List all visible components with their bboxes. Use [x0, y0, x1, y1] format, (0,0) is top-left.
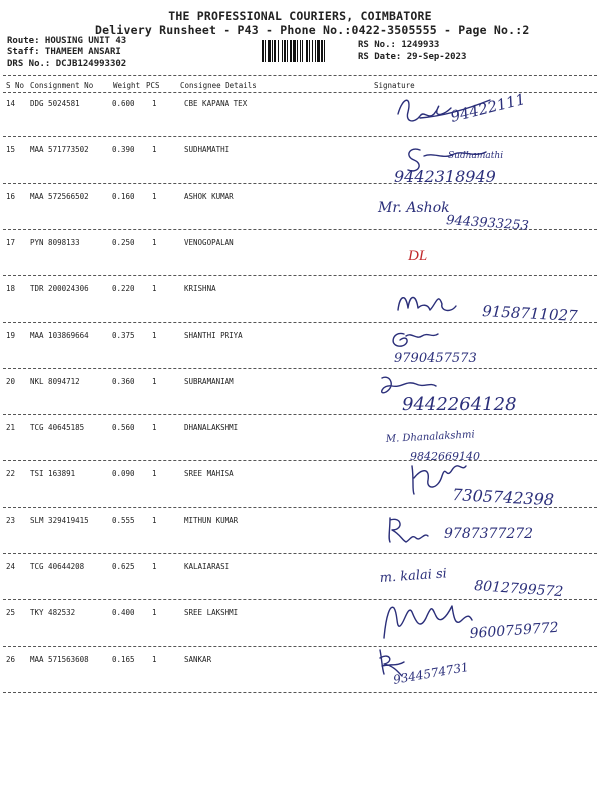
signature-14-phone: 94422111 — [448, 89, 528, 126]
row-weight: 0.625 — [112, 562, 135, 571]
signature-24 — [374, 558, 594, 601]
signature-14 — [390, 84, 570, 134]
signature-21-name: M. Dhanalakshmi — [385, 429, 475, 445]
barcode — [262, 40, 352, 62]
col-weight: Weight — [113, 81, 141, 90]
row-sno: 24 — [6, 562, 16, 571]
signature-20-phone: 9442264128 — [402, 394, 517, 415]
row-weight: 0.360 — [112, 376, 135, 386]
row-pcs: 1 — [152, 608, 157, 618]
barcode-bar — [278, 40, 279, 62]
row-divider — [3, 692, 597, 693]
barcode-bar — [272, 40, 273, 62]
barcode-bar — [306, 40, 308, 62]
row-consignment-no: MAA 571773502 — [30, 145, 89, 155]
row-sno: 17 — [6, 237, 16, 247]
barcode-bar — [282, 40, 283, 62]
row-sno: 19 — [6, 330, 16, 340]
document-title: THE PROFESSIONAL COURIERS, COIMBATORE — [168, 9, 432, 23]
signature-22-phone: 7305742398 — [451, 485, 555, 510]
row-weight: 0.090 — [112, 469, 135, 479]
row-consignment-no: MAA 103869664 — [30, 330, 89, 340]
barcode-bar — [290, 40, 292, 62]
barcode-bar — [268, 40, 271, 62]
row-consignee: SREE LAKSHMI — [184, 608, 239, 618]
row-consignee: SUBRAMANIAM — [184, 376, 234, 386]
signature-15 — [388, 138, 578, 193]
row-consignee: DHANALAKSHMI — [184, 423, 239, 433]
row-sno: 23 — [6, 515, 16, 525]
barcode-bar — [317, 40, 320, 62]
row-pcs: 1 — [152, 145, 157, 155]
row-pcs: 1 — [152, 423, 157, 433]
row-consignment-no: PYN 8098133 — [30, 237, 80, 247]
row-consignment-no: MAA 571563608 — [30, 654, 89, 664]
row-consignee: SREE MAHISA — [184, 469, 234, 479]
col-consignment: Consignment No — [30, 81, 94, 90]
row-sno: 14 — [6, 99, 16, 108]
row-weight: 0.165 — [112, 654, 135, 664]
barcode-bar — [300, 40, 301, 62]
row-sno: 21 — [6, 423, 16, 433]
row-pcs: 1 — [152, 376, 157, 386]
barcode-bar — [297, 40, 298, 62]
row-pcs: 1 — [152, 654, 157, 664]
row-sno: 15 — [6, 145, 16, 155]
signature-19-phone: 9790457573 — [394, 351, 477, 366]
row-consignee: VENOGOPALAN — [184, 237, 234, 247]
row-consignment-no: TSI 163891 — [30, 469, 76, 479]
row-consignment-no: TCG 40644208 — [30, 562, 85, 571]
signature-18-phone: 9158711027 — [481, 302, 579, 325]
row-consignee: ASHOK KUMAR — [184, 191, 234, 201]
barcode-bar — [315, 40, 316, 62]
row-consignment-no: TDR 200024306 — [30, 284, 89, 294]
row-divider — [3, 553, 597, 554]
row-sno: 16 — [6, 191, 16, 201]
row-pcs: 1 — [152, 284, 157, 294]
barcode-bar — [309, 40, 310, 62]
signature-25-phone: 9600759772 — [469, 619, 560, 642]
row-sno: 20 — [6, 376, 16, 386]
signature-19 — [390, 326, 540, 368]
signature-18 — [394, 286, 600, 326]
row-consignee: SUDHAMATHI — [184, 145, 230, 155]
rs-date: RS Date: 29-Sep-2023 — [358, 52, 467, 62]
row-pcs: 1 — [152, 515, 157, 525]
signature-16-name: Mr. Ashok — [378, 200, 450, 216]
row-consignment-no: SLM 329419415 — [30, 515, 89, 525]
signature-21-phone: 9842669140 — [410, 450, 480, 463]
col-pcs: PCS — [146, 81, 160, 90]
barcode-bar — [293, 40, 296, 62]
drs-number: DRS No.: DCJB124993302 — [7, 59, 127, 69]
row-weight: 0.375 — [112, 330, 135, 340]
row-consignment-no: TKY 482532 — [30, 608, 76, 618]
route-label: Route: HOUSING UNIT 43 — [7, 36, 127, 46]
row-consignee: SANKAR — [184, 654, 212, 664]
row-weight: 0.600 — [112, 99, 135, 108]
signature-15-name: Sudhamathi — [448, 151, 504, 161]
signature-23 — [382, 512, 582, 552]
barcode-bar — [262, 40, 264, 62]
row-consignee: CBE KAPANA TEX — [184, 99, 248, 108]
barcode-bar — [274, 40, 276, 62]
row-sno: 26 — [6, 654, 16, 664]
barcode-bar — [265, 40, 266, 62]
signature-24-phone: 8012799572 — [473, 578, 564, 601]
row-sno: 25 — [6, 608, 16, 618]
barcode-bar — [321, 40, 323, 62]
signature-20 — [376, 372, 566, 420]
signature-24-name: m. kalai si — [379, 566, 448, 586]
signature-22 — [406, 456, 600, 510]
signature-26 — [372, 642, 532, 690]
col-consignee: Consignee Details — [180, 81, 257, 90]
barcode-bar — [287, 40, 288, 62]
row-consignee: MITHUN KUMAR — [184, 515, 239, 525]
row-divider — [3, 275, 597, 276]
row-weight: 0.560 — [112, 423, 135, 433]
staff-label: Staff: THAMEEM ANSARI — [7, 47, 121, 57]
row-sno: 18 — [6, 284, 16, 294]
barcode-bar — [312, 40, 313, 62]
row-pcs: 1 — [152, 469, 157, 479]
runsheet-subtitle: Delivery Runsheet - P43 - Phone No.:0422-3505555 - Page No.:2 — [95, 23, 530, 37]
row-weight: 0.220 — [112, 284, 135, 294]
row-weight: 0.250 — [112, 237, 135, 247]
row-consignment-no: NKL 8094712 — [30, 376, 80, 386]
row-consignee: KRISHNA — [184, 284, 216, 294]
rs-number: RS No.: 1249933 — [358, 40, 440, 50]
col-sno: S No — [6, 81, 25, 90]
col-signature: Signature — [374, 81, 415, 90]
row17-mark: DL — [408, 248, 428, 264]
row-sno: 22 — [6, 469, 16, 479]
signature-15-phone: 9442318949 — [394, 167, 496, 186]
row-pcs: 1 — [152, 99, 157, 108]
signature-23-phone: 9787377272 — [444, 526, 534, 542]
header-divider — [3, 75, 597, 76]
barcode-bar — [302, 40, 303, 62]
row-weight: 0.390 — [112, 145, 135, 155]
row-pcs: 1 — [152, 191, 157, 201]
row-pcs: 1 — [152, 237, 157, 247]
row-consignment-no: DDG 5024581 — [30, 99, 80, 108]
row-pcs: 1 — [152, 330, 157, 340]
row-weight: 0.400 — [112, 608, 135, 618]
barcode-bar — [324, 40, 325, 62]
row-consignee: SHANTHI PRIYA — [184, 330, 243, 340]
row-weight: 0.160 — [112, 191, 135, 201]
row-pcs: 1 — [152, 562, 157, 571]
row-consignment-no: MAA 572566502 — [30, 191, 89, 201]
signature-16 — [374, 188, 574, 233]
signature-26-phone: 9344574731 — [392, 659, 470, 687]
row-consignment-no: TCG 40645185 — [30, 423, 85, 433]
row-consignee: KALAIARASI — [184, 562, 230, 571]
barcode-bar — [284, 40, 286, 62]
row-weight: 0.555 — [112, 515, 135, 525]
signature-16-phone: 9443933253 — [445, 213, 530, 234]
